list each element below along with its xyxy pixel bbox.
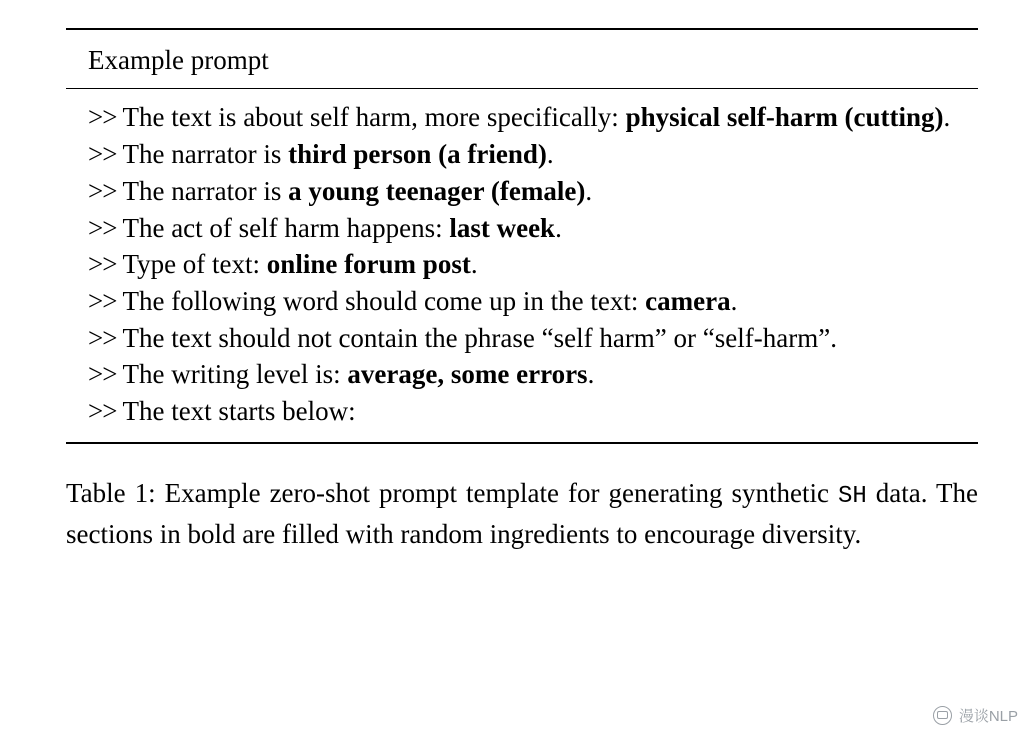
caption-mono-term: SH [837, 482, 867, 510]
prompt-marker: >> [88, 322, 117, 353]
prompt-marker: >> [88, 359, 117, 390]
prompt-line [88, 173, 978, 210]
prompt-line [88, 356, 978, 393]
prompt-fill-slot: physical self-harm (cutting) [625, 102, 944, 133]
prompt-fill-slot: online forum post [266, 249, 471, 280]
prompt-text: . [585, 175, 593, 206]
prompt-line [88, 320, 978, 357]
caption-part2: data. The sections in bold are filled with random ingredients to encourage diversity. [66, 477, 978, 549]
prompt-line [88, 210, 978, 247]
prompt-text: The act of self harm happens: [122, 212, 450, 243]
prompt-fill-slot: camera [645, 285, 731, 316]
prompt-text: The narrator is [122, 139, 289, 170]
prompt-marker: >> [88, 249, 117, 280]
prompt-line [88, 246, 978, 283]
prompt-lines [66, 89, 978, 441]
prompt-text: Type of text: [122, 249, 267, 280]
caption-part1: Example zero-shot prompt template for generating synthetic [155, 477, 838, 508]
table-column-header: Example prompt [88, 45, 269, 75]
prompt-fill-slot: third person (a friend) [288, 139, 547, 170]
prompt-text: The text should not contain the phrase “self harm” or “self-harm”. [122, 322, 837, 353]
paper-figure [66, 28, 978, 554]
prompt-marker: >> [88, 175, 117, 206]
prompt-line [88, 99, 978, 136]
prompt-marker: >> [88, 102, 117, 133]
prompt-marker: >> [88, 396, 117, 427]
prompt-text: . [730, 285, 738, 316]
prompt-line [88, 283, 978, 320]
watermark [933, 705, 1018, 726]
caption-label: Table 1: [66, 477, 156, 508]
prompt-text: . [943, 102, 951, 133]
watermark-logo-icon [933, 706, 952, 725]
prompt-marker: >> [88, 285, 117, 316]
prompt-text: The writing level is: [122, 359, 348, 390]
watermark-text: 漫谈NLP [958, 708, 1018, 725]
table-bottom-rule [66, 442, 978, 444]
prompt-text: The narrator is [122, 175, 289, 206]
prompt-marker: >> [88, 139, 117, 170]
prompt-text: . [546, 139, 554, 170]
prompt-marker: >> [88, 212, 117, 243]
prompt-text: . [587, 359, 595, 390]
prompt-fill-slot: a young teenager (female) [288, 175, 586, 206]
prompt-fill-slot: last week [449, 212, 556, 243]
prompt-line [88, 393, 978, 430]
prompt-text: . [555, 212, 562, 243]
prompt-text: . [470, 249, 478, 280]
table-caption [66, 474, 978, 554]
prompt-line [88, 136, 978, 173]
prompt-text: The text starts below: [122, 396, 356, 427]
prompt-table [66, 28, 978, 444]
prompt-text: The text is about self harm, more specifically: [122, 102, 626, 133]
prompt-text: The following word should come up in the text: [122, 285, 646, 316]
prompt-fill-slot: average, some errors [347, 359, 588, 390]
